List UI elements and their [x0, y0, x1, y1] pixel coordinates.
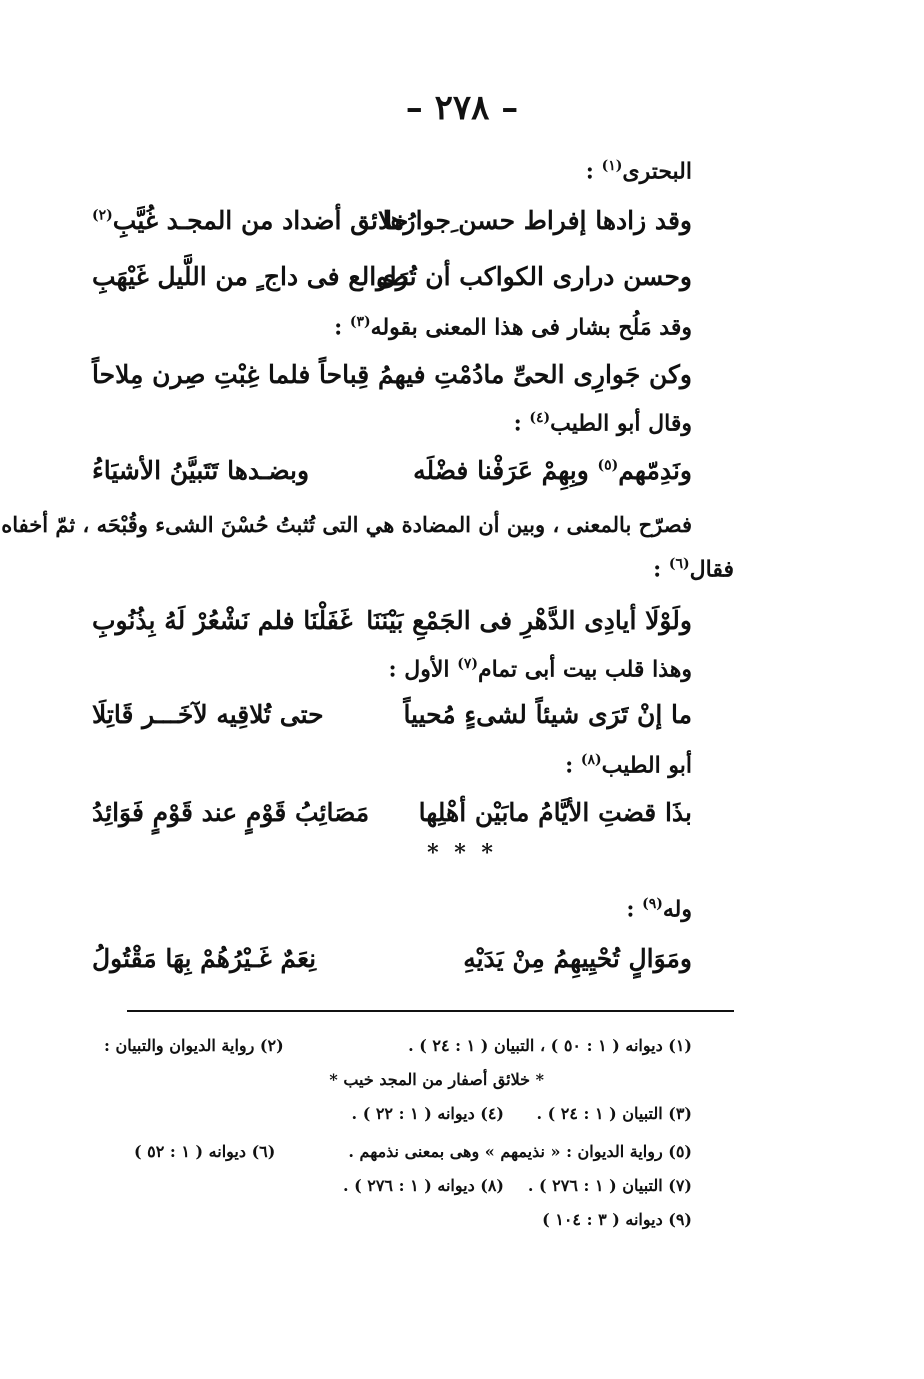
footnote-8: (٨) ديوانه ( ١ : ٢٧٦ ) .: [342, 1176, 504, 1195]
verse-4-first-text-b: وبِهِمْ عَرَفْنا فضْلَه: [413, 456, 598, 485]
verse-4-first-text-a: ونَدِمّهم: [618, 456, 692, 485]
verse-5-second-hemistich: غَفَلْنَا فلم نَشْعُرْ لَهُ بِذُنُوبِ: [92, 606, 353, 635]
intro-line-bohtori: [92, 158, 692, 184]
verse-5-first-hemistich: ولَوْلَا أيادِى الدَّهْرِ فى الجَمْعِ بَيْنَنَا: [366, 606, 692, 635]
verse-1-second-text: خلائق أضداد من المجـد غُيَّبِ: [112, 206, 409, 235]
footnote-2: (٢) رواية الديوان والتبيان :: [104, 1036, 284, 1055]
verse-8-second-hemistich: نِعَمٌ غَـيْرُهُمْ بِهَا مَقْتُولُ: [92, 944, 317, 973]
intro-line-abu-tayyib-2: [92, 752, 692, 778]
verse-4: [92, 456, 692, 506]
verse-1: [92, 206, 692, 256]
verse-3-second-hemistich: قِباحاً فلما غِبْتِ صِرن مِلاحاً: [92, 360, 370, 389]
intro-line-abu-tammam: [92, 656, 692, 682]
footnote-divider: [127, 1010, 734, 1012]
intro-text: البحترى: [622, 158, 692, 185]
verse-2-first-hemistich: وحسن درارى الكواكب أن تُرَى: [376, 262, 692, 291]
page-number: – ٢٧٨ –: [405, 88, 519, 128]
intro-line-bashar: [92, 314, 692, 340]
verse-6-first-hemistich: ما إنْ تَرَى شيئاً لشىءٍ مُحيياً: [403, 700, 692, 729]
verse-3-first-hemistich: وكن جَوارِى الحىِّ مادُمْتِ فيهمُ: [377, 360, 692, 389]
footnote-ref: (٢): [92, 207, 113, 224]
intro-tail: الأول :: [388, 656, 458, 683]
footnote-6: (٦) ديوانه ( ١ : ٥٢ ): [134, 1142, 276, 1161]
intro-line-walahu: [92, 896, 692, 922]
colon: :: [653, 556, 669, 583]
verse-6-second-hemistich: حتى تُلاقِيه لآخَـــر قَاتِلَا: [92, 700, 324, 729]
intro-line-abu-tayyib: [92, 410, 692, 436]
verse-1-second-hemistich: [92, 206, 408, 235]
verse-4-second-hemistich: وبضـدها تَتَبيَّنُ الأشيَاءُ: [92, 456, 310, 485]
footnote-ref: (٨): [580, 752, 602, 768]
intro-text: وقد مَلُح بشار فى هذا المعنى بقوله: [370, 314, 692, 341]
footnote-5: (٥) رواية الديوان : « نذيمهم » وهى بمعنى نذمهم .: [348, 1142, 692, 1161]
intro-text: وهذا قلب بيت أبى تمام: [477, 656, 692, 683]
footnote-9: (٩) ديوانه ( ٣ : ١٠٤ ): [542, 1210, 692, 1229]
verse-5: [92, 606, 692, 656]
verse-4-first-hemistich: [413, 456, 692, 485]
verse-6: [92, 700, 692, 750]
colon: :: [334, 314, 350, 341]
footnote-ref: (٥): [597, 457, 619, 474]
footnote-4: (٤) ديوانه ( ١ : ٢٢ ) .: [351, 1104, 504, 1123]
section-separator-stars: * * *: [427, 840, 497, 866]
footnote-ref: (٤): [529, 410, 551, 426]
intro-text: وقال أبو الطيب: [550, 410, 692, 437]
footnote-7: (٧) التبيان ( ١ : ٢٧٦ ) .: [527, 1176, 692, 1195]
verse-3: [92, 360, 692, 410]
intro-text: أبو الطيب: [601, 752, 692, 779]
colon: :: [513, 410, 530, 437]
footnote-ref: (٦): [668, 556, 690, 572]
verse-8: [92, 944, 692, 994]
footnote-1: (١) ديوانه ( ١ : ٥٠ ) ، التبيان ( ١ : ٢٤ ) .: [408, 1036, 692, 1055]
footnote-ref: (٣): [349, 314, 371, 330]
footnote-2-variant: * خلائق أصفار من المجد خيب *: [329, 1070, 544, 1089]
footnote-ref: (٩): [642, 896, 663, 912]
verse-7-first-hemistich: بذَا قضتِ الأيَّامُ مابَيْن أهْلِها: [418, 798, 692, 827]
verse-1-first-hemistich: وقد زادها إفراط حسن ِجوارُها: [382, 206, 692, 235]
footnote-ref: (٧): [457, 656, 478, 672]
prose-line: فصرّح بالمعنى ، وبين أن المضادة هي التى تُثبتُ حُسْنَ الشىء وقُبْحَه ، ثمّ أخفاه: [1, 512, 692, 537]
intro-line-faqal: [92, 556, 734, 582]
footnote-3: (٣) التبيان ( ١ : ٢٤ ) .: [536, 1104, 692, 1123]
colon: :: [565, 752, 581, 779]
verse-2: [92, 262, 692, 312]
verse-7-second-hemistich: مَصَائِبُ قَوْمٍ عند قَوْمٍ فَوَائِدُ: [92, 798, 370, 827]
footnote-ref: (١): [601, 158, 623, 174]
colon: :: [585, 158, 602, 185]
verse-8-first-hemistich: ومَوَالٍ تُحْيِيهِمُ مِنْ يَدَيْهِ: [463, 944, 692, 973]
intro-text: وله: [662, 896, 692, 923]
colon: :: [626, 896, 643, 923]
intro-text: فقال: [689, 556, 734, 583]
verse-2-second-hemistich: طوالع فى داج ٍ من اللَّيل غَيْهَبِ: [92, 262, 409, 291]
